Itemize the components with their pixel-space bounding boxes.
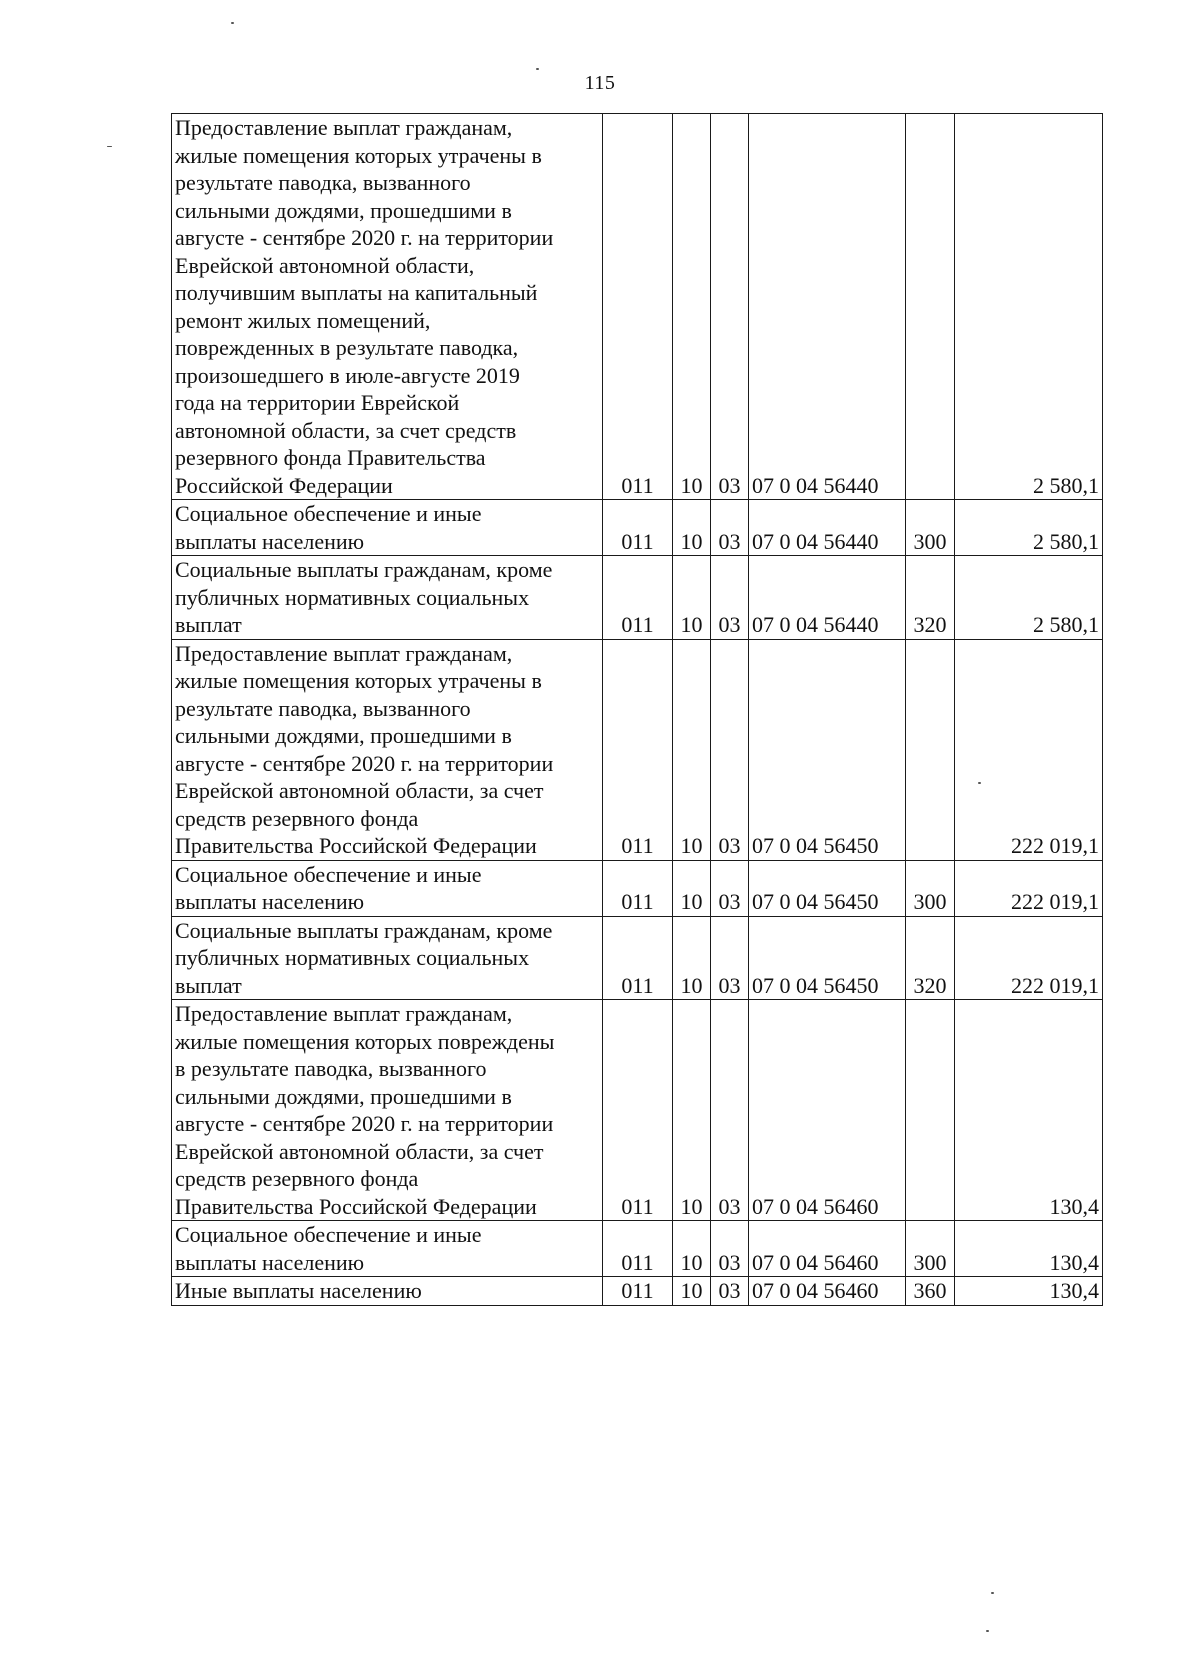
amount-value: 2 580,1 xyxy=(955,556,1103,640)
amount-value: 130,4 xyxy=(955,1000,1103,1221)
expense-type-code xyxy=(906,1000,955,1221)
ministry-code: 011 xyxy=(603,1221,673,1277)
ministry-code: 011 xyxy=(603,500,673,556)
amount-value: 222 019,1 xyxy=(955,916,1103,1000)
section-code: 10 xyxy=(673,1221,711,1277)
row-description: Социальные выплаты гражданам, кроме публичных нормативных социальных выплат xyxy=(172,916,603,1000)
subsection-code: 03 xyxy=(711,1221,749,1277)
subsection-code: 03 xyxy=(711,916,749,1000)
section-code: 10 xyxy=(673,1000,711,1221)
table-row xyxy=(172,114,1103,500)
expense-type-code: 300 xyxy=(906,860,955,916)
scan-speck xyxy=(231,22,234,24)
amount-value: 222 019,1 xyxy=(955,860,1103,916)
target-article-code: 07 0 04 56440 xyxy=(749,500,906,556)
table-row xyxy=(172,916,1103,1000)
target-article-code: 07 0 04 56460 xyxy=(749,1000,906,1221)
expense-type-code xyxy=(906,114,955,500)
expense-type-code: 320 xyxy=(906,556,955,640)
target-article-code: 07 0 04 56450 xyxy=(749,860,906,916)
ministry-code: 011 xyxy=(603,556,673,640)
target-article-code: 07 0 04 56440 xyxy=(749,556,906,640)
row-description: Социальные выплаты гражданам, кроме публичных нормативных социальных выплат xyxy=(172,556,603,640)
amount-value: 130,4 xyxy=(955,1221,1103,1277)
table-row xyxy=(172,1000,1103,1221)
section-code: 10 xyxy=(673,114,711,500)
table-row xyxy=(172,556,1103,640)
target-article-code: 07 0 04 56440 xyxy=(749,114,906,500)
target-article-code: 07 0 04 56460 xyxy=(749,1221,906,1277)
section-code: 10 xyxy=(673,916,711,1000)
expense-type-code xyxy=(906,639,955,860)
row-description: Предоставление выплат гражданам, жилые помещения которых повреждены в результате паводка, вызванного сильными дождями, прошедшими в августе - сентябре 2020 г. на территории Еврейской автономной области, за счет средств резервного фонда Правительства Российской Федерации xyxy=(172,1000,603,1221)
expense-type-code: 360 xyxy=(906,1277,955,1306)
expense-type-code: 320 xyxy=(906,916,955,1000)
table-row xyxy=(172,639,1103,860)
scan-speck xyxy=(991,1592,994,1594)
ministry-code: 011 xyxy=(603,1000,673,1221)
subsection-code: 03 xyxy=(711,114,749,500)
scan-speck xyxy=(107,146,112,147)
subsection-code: 03 xyxy=(711,500,749,556)
table-row xyxy=(172,1277,1103,1306)
ministry-code: 011 xyxy=(603,1277,673,1306)
subsection-code: 03 xyxy=(711,860,749,916)
row-description: Социальное обеспечение и иные выплаты населению xyxy=(172,860,603,916)
subsection-code: 03 xyxy=(711,1000,749,1221)
subsection-code: 03 xyxy=(711,639,749,860)
table-row xyxy=(172,860,1103,916)
section-code: 10 xyxy=(673,500,711,556)
section-code: 10 xyxy=(673,860,711,916)
row-description: Социальное обеспечение и иные выплаты населению xyxy=(172,500,603,556)
row-description: Иные выплаты населению xyxy=(172,1277,603,1306)
budget-table xyxy=(171,113,1103,1306)
row-description: Социальное обеспечение и иные выплаты населению xyxy=(172,1221,603,1277)
amount-value: 2 580,1 xyxy=(955,114,1103,500)
section-code: 10 xyxy=(673,639,711,860)
ministry-code: 011 xyxy=(603,639,673,860)
page-number: 115 xyxy=(584,72,616,94)
scan-speck xyxy=(986,1630,989,1632)
expense-type-code: 300 xyxy=(906,500,955,556)
table-row xyxy=(172,500,1103,556)
expense-type-code: 300 xyxy=(906,1221,955,1277)
table-row xyxy=(172,1221,1103,1277)
amount-value: 222 019,1 xyxy=(955,639,1103,860)
amount-value: 2 580,1 xyxy=(955,500,1103,556)
ministry-code: 011 xyxy=(603,916,673,1000)
table-body xyxy=(172,114,1103,1306)
amount-value: 130,4 xyxy=(955,1277,1103,1306)
section-code: 10 xyxy=(673,556,711,640)
section-code: 10 xyxy=(673,1277,711,1306)
ministry-code: 011 xyxy=(603,860,673,916)
target-article-code: 07 0 04 56450 xyxy=(749,916,906,1000)
subsection-code: 03 xyxy=(711,1277,749,1306)
target-article-code: 07 0 04 56450 xyxy=(749,639,906,860)
scan-speck xyxy=(536,68,539,70)
row-description: Предоставление выплат гражданам, жилые помещения которых утрачены в результате паводка, вызванного сильными дождями, прошедшими в августе - сентябре 2020 г. на территории Еврейской автономной области, получившим выплаты на капитальный ремонт жилых помещений, поврежденных в результате паводка, произошедшего в июле-августе 2019 года на территории Еврейской автономной области, за счет средств резервного фонда Правительства Российской Федерации xyxy=(172,114,603,500)
subsection-code: 03 xyxy=(711,556,749,640)
target-article-code: 07 0 04 56460 xyxy=(749,1277,906,1306)
ministry-code: 011 xyxy=(603,114,673,500)
row-description: Предоставление выплат гражданам, жилые помещения которых утрачены в результате паводка, вызванного сильными дождями, прошедшими в августе - сентябре 2020 г. на территории Еврейской автономной области, за счет средств резервного фонда Правительства Российской Федерации xyxy=(172,639,603,860)
